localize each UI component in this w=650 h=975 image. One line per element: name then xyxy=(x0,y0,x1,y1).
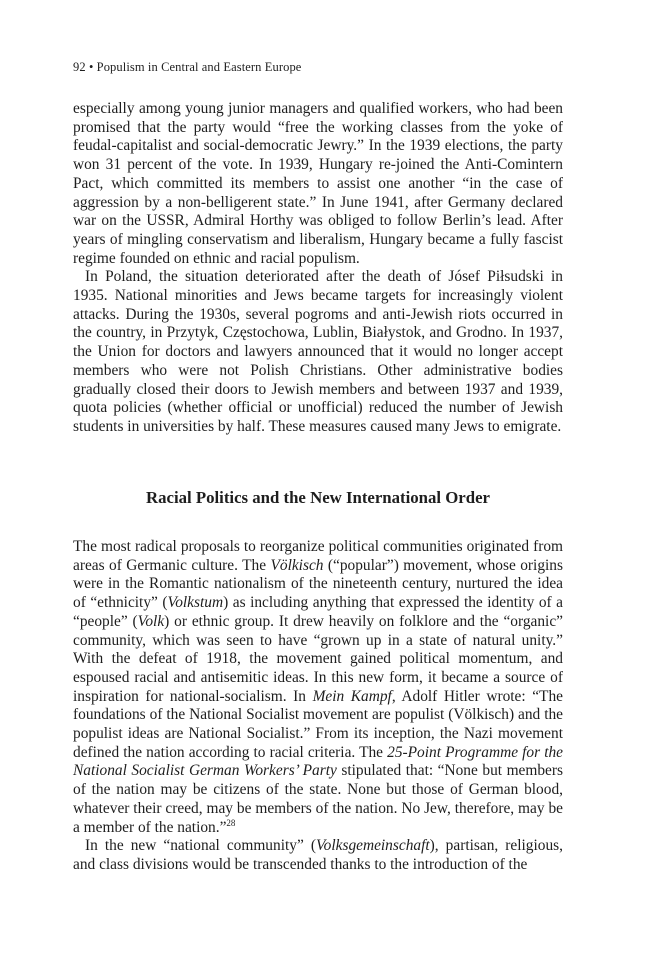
text-run: , Adolf Hitler wrote: “The foundations of the National Socialist movement are populist (Völkisch) and the populist ideas are National Socialist.” From its inception, the Nazi movement defined the nation according to racial criteria. The xyxy=(73,687,563,761)
italic-term: Völkisch xyxy=(270,556,324,574)
text-run: In the new “national community” ( xyxy=(85,837,316,855)
text-run: The most radical proposals to reorganize political communities originated from areas of Germanic culture. The xyxy=(73,538,563,574)
italic-title: Mein Kampf xyxy=(312,687,392,705)
running-head xyxy=(73,60,301,75)
book-title: Populism in Central and Eastern Europe xyxy=(96,60,302,74)
separator-bullet: • xyxy=(88,60,94,74)
italic-term: Volkstum xyxy=(167,594,224,612)
text-run: ) as including anything that expressed the identity of a “people” ( xyxy=(73,594,563,630)
paragraph-hungary: especially among young junior managers and qualified workers, who had been promised that the party would “free the working classes from the yoke of feudal-capitalist and social-democratic Jewry.” In the 1939 elections, the party won 31 percent of the vote. In 1939, Hungary re-joined the Anti-Comintern Pact, which committed its members to assist one another “in the case of aggression by a non-belligerent state.” In June 1941, after Germany declared war on the USSR, Admiral Horthy was obliged to follow Berlin’s lead. After years of mingling conservatism and liberalism, Hungary became a fully fascist regime founded on ethnic and racial populism. xyxy=(73,100,563,267)
text-run: stipulated that: “None but members of the nation may be citizens of the state. None but those of German blood, whatever their creed, may be members of the nation. No Jew, therefore, may be a member of the nation.” xyxy=(73,762,563,836)
italic-term: Volk xyxy=(137,612,165,630)
text-run: ), partisan, religious, and class divisions would be transcended thanks to the introduction of the xyxy=(73,837,563,873)
paragraph-national-community xyxy=(73,837,563,874)
italic-title: 25-Point Programme for the National Socialist German Workers’ Party xyxy=(73,743,564,780)
text-run: (“popular”) movement, whose origins were in the Romantic nationalism of the nineteenth century, nurtured the idea of “ethnicity” ( xyxy=(73,556,563,612)
paragraph-poland: In Poland, the situation deteriorated after the death of Jósef Piłsudski in 1935. National minorities and Jews became targets for increasingly violent attacks. During the 1930s, several pogroms and anti-Jewish riots occurred in the country, in Przytyk, Częstochowa, Lublin, Białystok, and Grodno. In 1937, the Union for doctors and lawyers announced that it would no longer accept members who were not Polish Christians. Other administrative bodies gradually closed their doors to Jewish members and between 1937 and 1939, quota policies (whether official or unofficial) reduced the number of Jewish students in universities by half. These measures caused many Jews to emigrate. xyxy=(73,268,563,435)
italic-term: Volksgemeinschaft xyxy=(315,837,430,855)
section-heading: Racial Politics and the New International Order xyxy=(146,488,490,507)
page-number: 92 xyxy=(73,60,86,74)
text-block-racial-politics xyxy=(73,538,563,875)
paragraph-volkisch xyxy=(73,538,563,837)
text-block-hungary-poland xyxy=(73,100,563,437)
text-run: ) or ethnic group. It drew heavily on folklore and the “organic” community, which was seen to have “grown up in a state of natural unity.” With the defeat of 1918, the movement gained political momentum, and espoused racial and antisemitic ideas. In this new form, it became a source of inspiration for national-socialism. In xyxy=(73,612,563,705)
footnote-marker: 28 xyxy=(226,817,236,828)
